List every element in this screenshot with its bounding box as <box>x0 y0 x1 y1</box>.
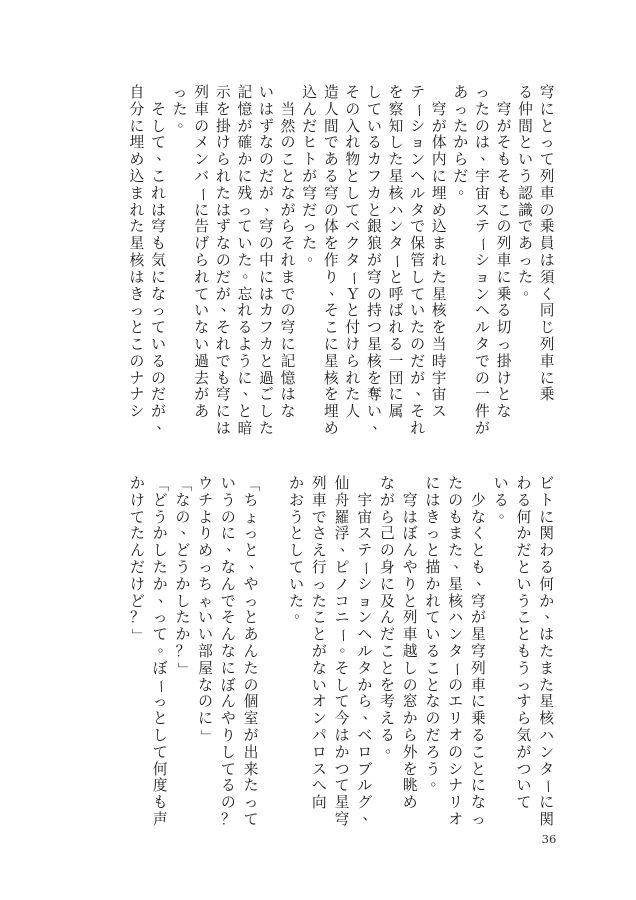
text-line: そ し て 、 こ れ は 穹 も 気 に な っ て い る の だ が 、 <box>151 100 171 432</box>
text-line: い う の に 、 な ん で そ ん な に ぼ ん や り し て る の ？ <box>221 475 241 828</box>
text-line: そ の 入 れ 物 と し て ベ ク タ ー Ｙ と 付 け ら れ た 人 <box>345 84 363 421</box>
text-line: 列 車 の メ ン バ ー に 告 げ ら れ て い な い 過 去 が あ <box>194 84 212 421</box>
text-line: を 察 知 し た 星 核 ハ ン タ ー と 呼 ば れ る 一 団 に 属 <box>388 84 406 421</box>
text-line: 穹 が 体 内 に 埋 め 込 ま れ た 星 核 を 当 時 宇 宙 ス <box>431 100 447 421</box>
text-line: 宇 宙 ス テ ー シ ョ ン ヘ ル タ か ら 、 ベ ロ ブ ル グ 、 <box>357 491 378 823</box>
text-line: い る 。 <box>493 475 514 521</box>
text-line: 少 な く と も 、 穹 が 星 穹 列 車 に 乗 る こ と に な っ <box>471 491 491 828</box>
text-line: 「 ち ょ っ と 、 や っ と あ ん た の 個 室 が 出 来 た っ て <box>243 477 264 828</box>
text-line: わ る 何 か だ と い う こ と も う っ す ら 気 が つ い て <box>516 475 532 812</box>
text-line: か お う と し て い た 。 <box>289 475 309 622</box>
text-line: 込 ん だ ヒ ト が 穹 だ っ た 。 <box>302 84 322 264</box>
text-line: 穹 が そ も そ も こ の 列 車 に 乗 る 切 っ 掛 け と な <box>496 100 512 421</box>
text-line: ビ ト に 関 わ る 何 か 、 は た ま た 星 核 ハ ン タ ー に 関 <box>539 475 559 828</box>
text-line: な が ら 己 の 身 に 及 ん だ こ と を 考 え る 。 <box>380 475 400 756</box>
text-line: 示 を 掛 け ら れ た は ず な の だ が 、 そ れ で も 穹 に は <box>215 84 236 437</box>
text-line: 穹 は ぼ ん や り と 列 車 越 し の 窓 か ら 外 を 眺 め <box>402 491 418 812</box>
text-line: 自 分 に 埋 め 込 ま れ た 星 核 は き っ と こ の ナ ナ シ <box>129 84 145 421</box>
text-line: 当 然 の こ と な が ら そ れ ま で の 穹 に 記 憶 は な <box>280 100 296 421</box>
text-line: に は き っ と 描 か れ て い る こ と な の だ ろ う 。 <box>425 475 446 790</box>
text-line: 「 ど う か し た か 、 っ て 。 ぼ ー っ と し て 何 度 も 声 <box>152 477 173 828</box>
page-number: 36 <box>541 832 557 846</box>
text-line: っ た 。 <box>172 84 193 130</box>
text-line: る 仲 間 と い う 認 識 で あ っ た 。 <box>518 84 538 298</box>
text-line: ウ チ よ り め っ ち ゃ い い 部 屋 な の に 」 <box>198 475 216 744</box>
text-line: し て い る カ フ カ と 銀 狼 が 穹 の 持 つ 星 核 を 奪 い 、 <box>367 84 387 432</box>
text-line: か け て た ん だ け ど ？ 」 <box>129 475 147 643</box>
text-line: い は ず な の だ が 、 穹 の 中 に は カ フ カ と 過 ご し た <box>259 84 279 437</box>
text-line: た の も ま た 、 星 核 ハ ン タ ー の エ リ オ の シ ナ リ オ <box>448 475 468 828</box>
text-line: っ た の は 、 宇 宙 ス テ ー シ ョ ン ヘ ル タ で の 一 件 が <box>474 84 495 437</box>
text-line: 記 憶 が 確 か に 残 っ て い た 。 忘 れ る よ う に 、 と 暗 <box>237 84 258 437</box>
text-line: 仙 舟 羅 浮 、 ピ ノ コ ニ ー 。 そ し て 今 は か つ て 星 穹 <box>334 475 355 828</box>
lower-text-block <box>124 475 559 828</box>
text-line: 「 な の 、 ど う か し た か ？ 」 <box>175 477 196 677</box>
text-line: 造 人 間 で あ る 穹 の 体 を 作 り 、 そ こ に 星 核 を 埋 め <box>323 84 344 437</box>
text-line: 列 車 で さ え 行 っ た こ と が な い オ ン パ ロ ス へ 向 <box>311 475 327 812</box>
text-line: 穹 に と っ て 列 車 の 乗 員 は 須 く 同 じ 列 車 に 乗 <box>539 84 555 404</box>
upper-text-block <box>124 84 556 437</box>
text-line: あ っ た か ら だ 。 <box>453 84 474 197</box>
text-line: テ ー シ ョ ン ヘ ル タ で 保 管 し て い た の だ が 、 そ れ <box>410 84 430 437</box>
